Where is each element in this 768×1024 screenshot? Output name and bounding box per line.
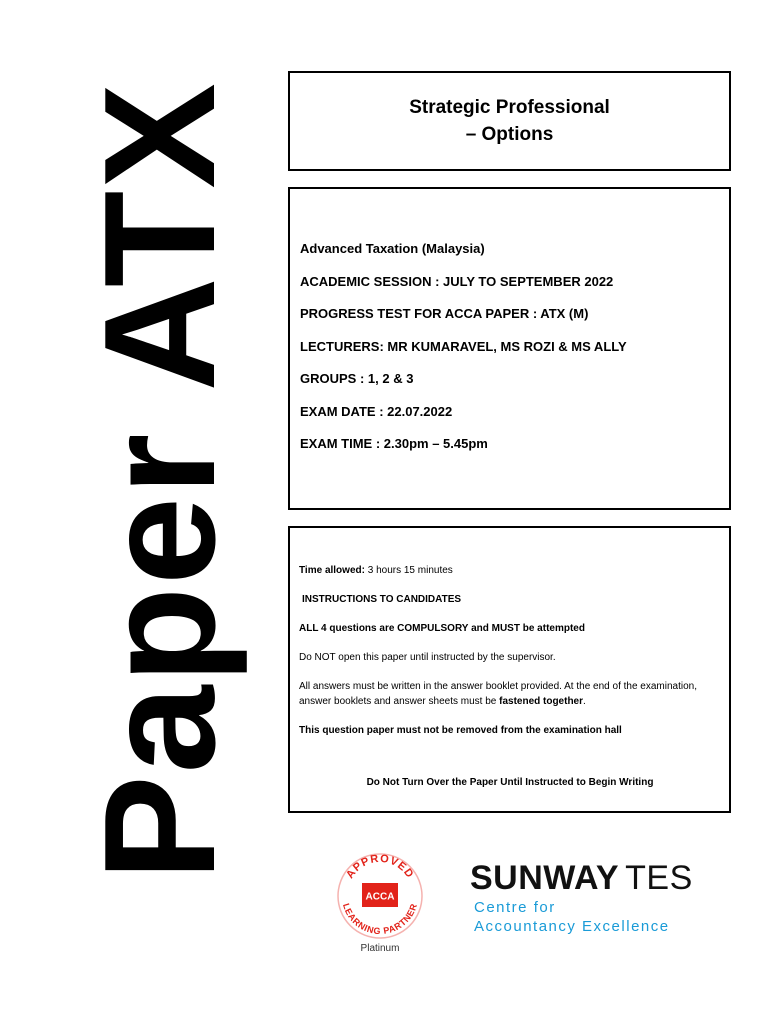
paper-title-vertical: Paper ATX bbox=[72, 81, 248, 881]
groups: GROUPS : 1, 2 & 3 bbox=[300, 371, 414, 386]
acca-arc-bottom: LEARNING PARTNER bbox=[340, 902, 420, 937]
do-not-turn-note: Do Not Turn Over the Paper Until Instructed to Begin Writing bbox=[366, 777, 654, 788]
exam-time: EXAM TIME : 2.30pm – 5.45pm bbox=[300, 436, 488, 451]
time-allowed-value: 3 hours 15 minutes bbox=[364, 565, 453, 576]
sunway-tes-logo bbox=[470, 858, 710, 936]
sunway-sub-line-2: Accountancy Excellence bbox=[474, 918, 670, 935]
acca-badge-icon bbox=[328, 846, 432, 956]
not-removed-note: This question paper must not be removed from the examination hall bbox=[299, 725, 622, 736]
sunway-wordmark bbox=[470, 858, 710, 898]
do-not-open-note: Do NOT open this paper until instructed by the supervisor. bbox=[299, 652, 556, 663]
exam-info-box bbox=[288, 187, 731, 510]
instructions-heading: INSTRUCTIONS TO CANDIDATES bbox=[302, 594, 462, 605]
instructions-box bbox=[288, 526, 731, 813]
sunway-brand: SUNWAY bbox=[470, 859, 620, 897]
acca-tier: Platinum bbox=[360, 943, 400, 954]
sunway-suffix: TES bbox=[625, 859, 693, 897]
answers-end: . bbox=[583, 696, 586, 707]
heading-box bbox=[288, 71, 731, 171]
acca-approved-partner-logo bbox=[328, 846, 432, 956]
heading-line-1: Strategic Professional bbox=[409, 97, 610, 118]
time-allowed bbox=[299, 563, 721, 578]
compulsory-note: ALL 4 questions are COMPULSORY and MUST be attempted bbox=[299, 623, 585, 634]
progress-test: PROGRESS TEST FOR ACCA PAPER : ATX (M) bbox=[300, 306, 589, 321]
acca-center-text: ACCA bbox=[365, 891, 395, 903]
answers-note bbox=[299, 679, 721, 709]
paper-name: Advanced Taxation (Malaysia) bbox=[300, 241, 485, 256]
academic-session: ACADEMIC SESSION : JULY TO SEPTEMBER 2022 bbox=[300, 273, 614, 289]
time-allowed-label: Time allowed: bbox=[299, 565, 365, 576]
answers-bold: fastened together bbox=[499, 696, 584, 707]
lecturers: LECTURERS: MR KUMARAVEL, MS ROZI & MS ALLY bbox=[300, 338, 627, 354]
exam-date: EXAM DATE : 22.07.2022 bbox=[300, 403, 453, 419]
sunway-sub-line-1: Centre for bbox=[474, 899, 556, 916]
answers-text: All answers must be written in the answer booklet provided. At the end of the examination, answer booklets and answer sheets must be bbox=[299, 681, 697, 707]
heading-line-2: – Options bbox=[465, 124, 554, 145]
acca-arc-top: APPROVED bbox=[343, 852, 417, 881]
